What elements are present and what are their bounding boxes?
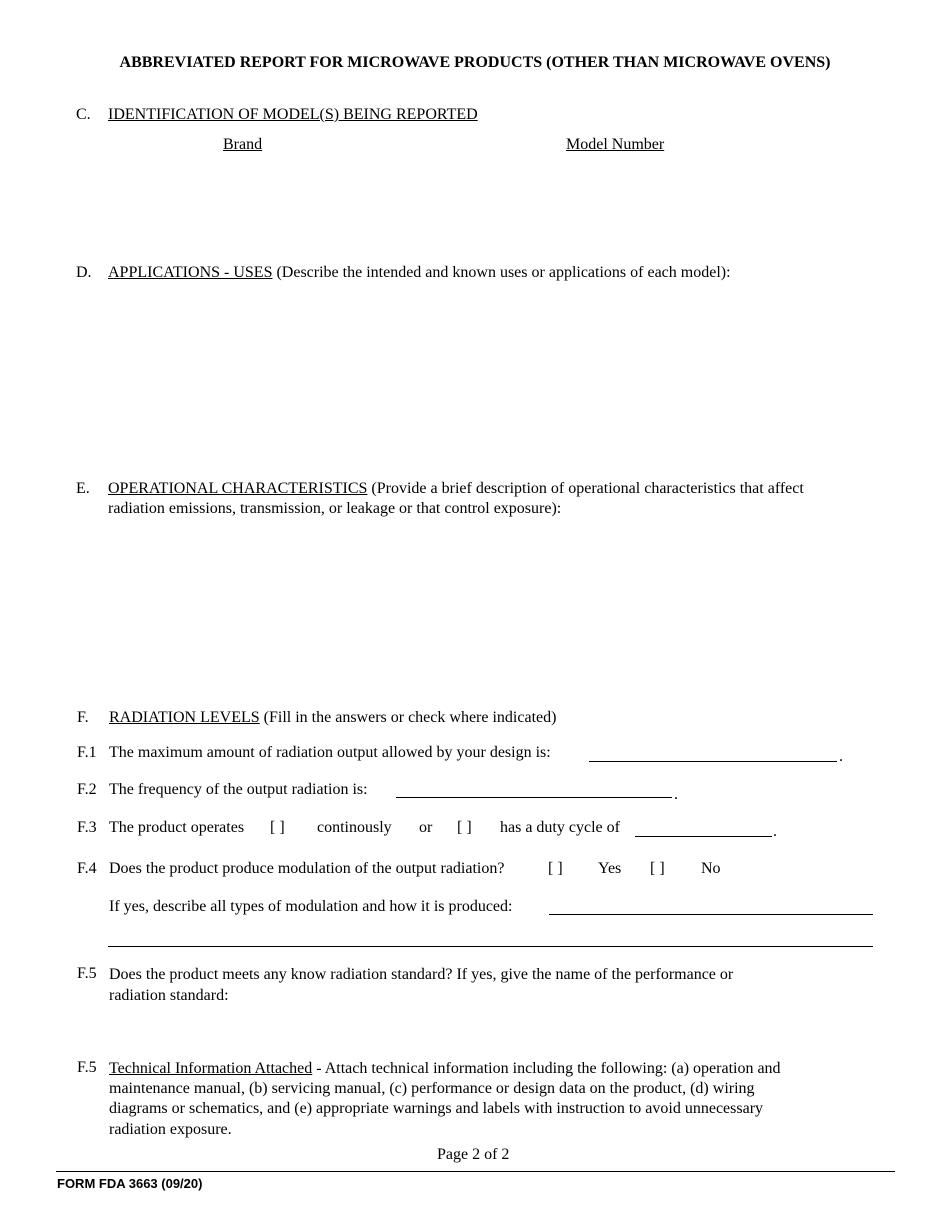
f4-question: Does the product produce modulation of the output radiation? [109,860,505,877]
section-e-line1 [108,480,804,498]
f2-number: F.2 [77,781,97,798]
f3-duty-cycle-checkbox[interactable]: [ ] [457,819,472,836]
f5b-text-2: maintenance manual, (b) servicing manual, (c) performance or design data on the product, (d) wiring [109,1080,755,1097]
f3-continuous-checkbox[interactable]: [ ] [270,819,285,836]
f2-question: The frequency of the output radiation is: [109,781,368,798]
f5b-line-1 [109,1060,781,1078]
f1-answer-field[interactable] [589,761,837,762]
f5b-heading: Technical Information Attached [109,1060,313,1077]
footer-divider [56,1171,895,1172]
f2-answer-field[interactable] [396,797,672,798]
section-f-heading: RADIATION LEVELS [109,709,260,726]
section-e-heading: OPERATIONAL CHARACTERISTICS [108,480,368,497]
f5a-question-1: Does the product meets any know radiation standard? If yes, give the name of the performance or [109,966,734,983]
f3-continuous-label: continously [317,819,392,836]
f3-period: . [773,823,777,840]
section-e-desc-1: (Provide a brief description of operational characteristics that affect [367,480,804,497]
f3-duty-cycle-label: has a duty cycle of [500,819,620,836]
f2-period: . [674,786,678,803]
section-f-letter: F. [77,709,89,726]
page-number: Page 2 of 2 [437,1146,510,1163]
f5b-text-3: diagrams or schematics, and (e) appropriate warnings and labels with instruction to avoid unnecessary [109,1100,764,1117]
section-d-desc: (Describe the intended and known uses or applications of each model): [272,264,731,281]
f4-yes-checkbox[interactable]: [ ] [548,860,563,877]
f3-or: or [419,819,433,836]
brand-column-header: Brand [223,136,263,153]
section-d-letter: D. [76,264,92,281]
form-identifier: FORM FDA 3663 (09/20) [57,1176,203,1191]
f4-no-checkbox[interactable]: [ ] [650,860,665,877]
form-title: ABBREVIATED REPORT FOR MICROWAVE PRODUCTS (OTHER THAN MICROWAVE OVENS) [119,54,831,71]
section-f-desc: (Fill in the answers or check where indicated) [259,709,557,726]
f4-yes-label: Yes [598,860,622,877]
f1-question: The maximum amount of radiation output allowed by your design is: [109,744,551,761]
f5b-text-1: - Attach technical information including the following: (a) operation and [312,1060,781,1077]
section-e-letter: E. [76,480,90,497]
section-f-line [109,709,556,727]
f3-number: F.3 [77,819,97,836]
section-d-line [108,264,731,282]
f5a-number: F.5 [77,965,97,982]
section-e-desc-2: radiation emissions, transmission, or leakage or that control exposure): [108,500,562,517]
section-d-heading: APPLICATIONS - USES [108,264,273,281]
f1-number: F.1 [77,744,97,761]
model-number-column-header: Model Number [566,136,665,153]
f1-period: . [839,748,843,765]
section-c-letter: C. [76,106,91,123]
f3-question: The product operates [109,819,245,836]
f4-no-label: No [701,860,721,877]
f4-modulation-field-1[interactable] [549,914,873,915]
f5a-question-2: radiation standard: [109,987,229,1004]
f4-if-yes-prompt: If yes, describe all types of modulation and how it is produced: [109,898,513,915]
f3-duty-cycle-field[interactable] [635,836,772,837]
f4-number: F.4 [77,860,97,877]
f4-modulation-field-2[interactable] [108,946,873,947]
f5b-number: F.5 [77,1059,97,1076]
f5b-text-4: radiation exposure. [109,1121,232,1138]
section-c-heading: IDENTIFICATION OF MODEL(S) BEING REPORTED [108,106,478,123]
